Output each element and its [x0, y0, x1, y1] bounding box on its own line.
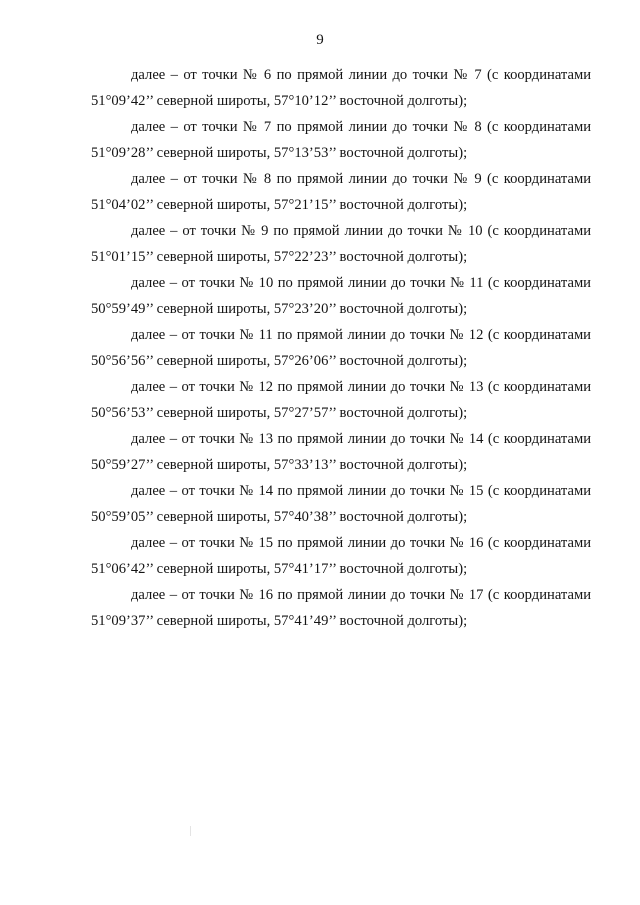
paragraph-point-6-7: далее – от точки № 6 по прямой линии до точки № 7 (с координатами 51°09’42’’ северной широты, 57°10’12’’ восточной долготы); [91, 67, 591, 109]
paragraph-point-11-12: далее – от точки № 11 по прямой линии до точки № 12 (с координатами 50°56’56’’ северной широты, 57°26’06’’ восточной долготы); [91, 327, 591, 369]
paragraph-point-12-13: далее – от точки № 12 по прямой линии до точки № 13 (с координатами 50°56’53’’ северной широты, 57°27’57’’ восточной долготы); [91, 379, 591, 421]
paragraph-point-15-16: далее – от точки № 15 по прямой линии до точки № 16 (с координатами 51°06’42’’ северной широты, 57°41’17’’ восточной долготы); [91, 535, 591, 577]
paragraph-point-7-8: далее – от точки № 7 по прямой линии до точки № 8 (с координатами 51°09’28’’ северной широты, 57°13’53’’ восточной долготы); [91, 119, 591, 161]
paragraph-point-10-11: далее – от точки № 10 по прямой линии до точки № 11 (с координатами 50°59’49’’ северной широты, 57°23’20’’ восточной долготы); [91, 275, 591, 317]
paragraph-point-9-10: далее – от точки № 9 по прямой линии до точки № 10 (с координатами 51°01’15’’ северной широты, 57°22’23’’ восточной долготы); [91, 223, 591, 265]
page-number: 9 [316, 32, 324, 48]
scan-artifact-mark [190, 826, 191, 836]
paragraph-point-8-9: далее – от точки № 8 по прямой линии до точки № 9 (с координатами 51°04’02’’ северной широты, 57°21’15’’ восточной долготы); [91, 171, 591, 213]
paragraph-point-13-14: далее – от точки № 13 по прямой линии до точки № 14 (с координатами 50°59’27’’ северной широты, 57°33’13’’ восточной долготы); [91, 431, 591, 473]
paragraph-point-14-15: далее – от точки № 14 по прямой линии до точки № 15 (с координатами 50°59’05’’ северной широты, 57°40’38’’ восточной долготы); [91, 483, 591, 525]
paragraph-point-16-17: далее – от точки № 16 по прямой линии до точки № 17 (с координатами 51°09’37’’ северной широты, 57°41’49’’ восточной долготы); [91, 587, 591, 629]
document-body [91, 62, 591, 634]
